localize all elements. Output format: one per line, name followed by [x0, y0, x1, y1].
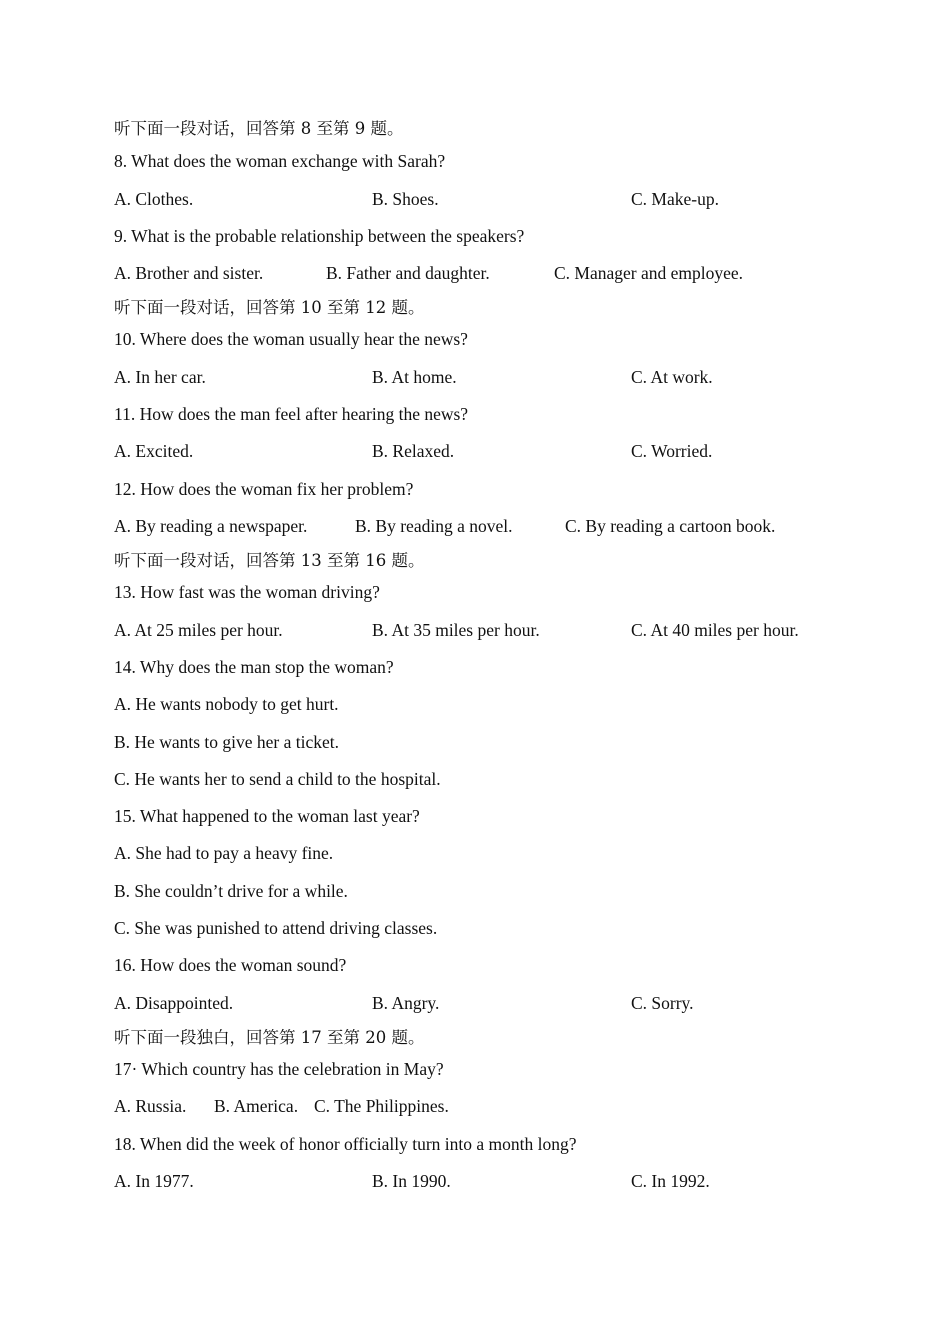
question-9-option-b: B. Father and daughter.: [326, 263, 490, 283]
section-header: 听下面一段独白，回答第 17 至第 20 题。: [114, 1028, 425, 1047]
section-header: 听下面一段对话，回答第 10 至第 12 题。: [114, 298, 425, 317]
question-8-option-a: A. Clothes.: [114, 189, 194, 209]
question-9: 9. What is the probable relationship between the speakers?: [114, 226, 525, 246]
question-11-option-c: C. Worried.: [631, 441, 713, 461]
question-14-option-b: B. He wants to give her a ticket.: [114, 732, 340, 752]
question-13-option-a: A. At 25 miles per hour.: [114, 620, 283, 640]
question-9-option-c: C. Manager and employee.: [554, 263, 744, 283]
question-13: 13. How fast was the woman driving?: [114, 582, 380, 602]
question-13-option-b: B. At 35 miles per hour.: [372, 620, 540, 640]
question-14: 14. Why does the man stop the woman?: [114, 657, 394, 677]
question-11-option-a: A. Excited.: [114, 441, 194, 461]
question-10-option-a: A. In her car.: [114, 367, 206, 387]
question-15-option-b: B. She couldn’t drive for a while.: [114, 881, 348, 901]
question-10-option-c: C. At work.: [631, 367, 713, 387]
question-12: 12. How does the woman fix her problem?: [114, 479, 414, 499]
question-10-option-b: B. At home.: [372, 367, 457, 387]
question-17-option-c: C. The Philippines.: [314, 1096, 449, 1116]
question-17-option-b: B. America.: [214, 1096, 299, 1116]
question-12-option-b: B. By reading a novel.: [355, 516, 513, 536]
question-17-option-a: A. Russia.: [114, 1096, 187, 1116]
section-header: 听下面一段对话，回答第 8 至第 9 题。: [114, 119, 404, 138]
question-15-option-c: C. She was punished to attend driving classes.: [114, 918, 438, 938]
question-8-option-b: B. Shoes.: [372, 189, 439, 209]
question-8-option-c: C. Make-up.: [631, 189, 719, 209]
question-12-option-c: C. By reading a cartoon book.: [565, 516, 776, 536]
section-header: 听下面一段对话，回答第 13 至第 16 题。: [114, 551, 425, 570]
question-9-option-a: A. Brother and sister.: [114, 263, 264, 283]
question-13-option-c: C. At 40 miles per hour.: [631, 620, 799, 640]
question-16-option-b: B. Angry.: [372, 993, 440, 1013]
question-14-option-c: C. He wants her to send a child to the hospital.: [114, 769, 441, 789]
question-8: 8. What does the woman exchange with Sarah?: [114, 151, 446, 171]
question-12-option-a: A. By reading a newspaper.: [114, 516, 308, 536]
question-18-option-b: B. In 1990.: [372, 1171, 451, 1191]
question-17: 17· Which country has the celebration in May?: [114, 1059, 444, 1079]
question-16-option-c: C. Sorry.: [631, 993, 694, 1013]
question-11-option-b: B. Relaxed.: [372, 441, 455, 461]
question-14-option-a: A. He wants nobody to get hurt.: [114, 694, 339, 714]
question-18-option-a: A. In 1977.: [114, 1171, 194, 1191]
question-18: 18. When did the week of honor officially turn into a month long?: [114, 1134, 577, 1154]
question-16: 16. How does the woman sound?: [114, 955, 347, 975]
question-15-option-a: A. She had to pay a heavy fine.: [114, 843, 334, 863]
question-16-option-a: A. Disappointed.: [114, 993, 234, 1013]
question-15: 15. What happened to the woman last year?: [114, 806, 420, 826]
question-18-option-c: C. In 1992.: [631, 1171, 710, 1191]
question-11: 11. How does the man feel after hearing the news?: [114, 404, 469, 424]
question-10: 10. Where does the woman usually hear the news?: [114, 329, 468, 349]
